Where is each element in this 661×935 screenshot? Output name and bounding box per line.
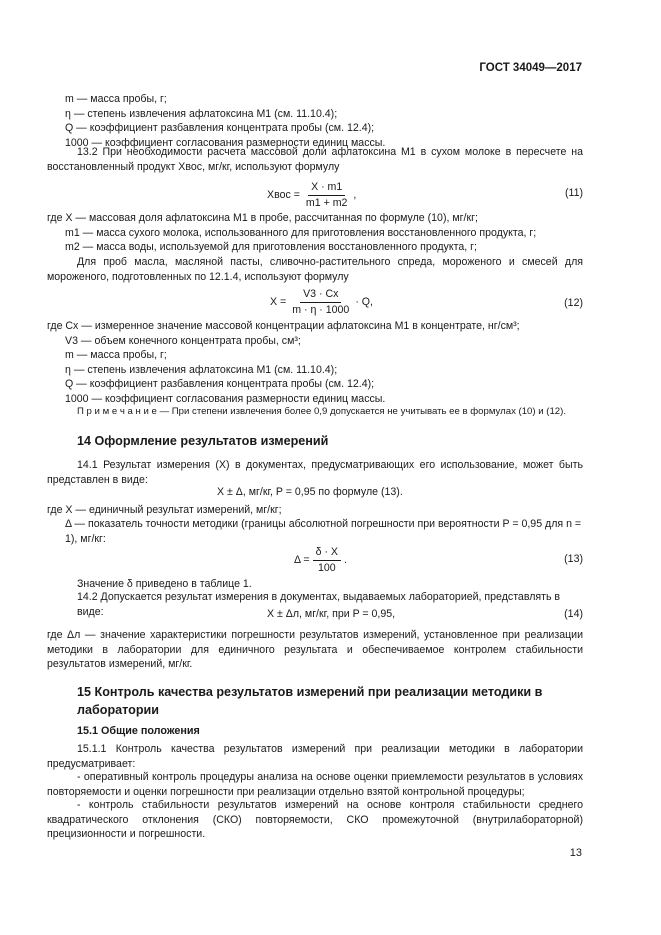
formula-14: X ± Δл, мг/кг, при P = 0,95, — [267, 608, 396, 620]
formula-11-tail: , — [353, 188, 357, 201]
section-15-title: 15 Контроль качества результатов измерений при реализации методики в лаборатории — [77, 685, 543, 717]
variables-list-12 — [47, 319, 583, 407]
definition-line: m1 — масса сухого молока, использованного для приготовления восстановленного продукта, г; — [65, 226, 537, 239]
formula-11-fraction — [303, 181, 351, 209]
formula-11-numerator: X · m1 — [308, 181, 345, 196]
formula-13 — [294, 543, 347, 577]
definition-line: η — степень извлечения афлатоксина M1 (см. 11.10.4); — [65, 363, 338, 376]
formula-13-number: (13) — [564, 553, 583, 565]
paragraph-oil: Для проб масла, масляной пасты, сливочно-растительного спреда, мороженого и смесей для мороженого, подготовленных по 12.1.4, используют формулу — [47, 256, 583, 283]
formula-13-numerator: δ · X — [313, 546, 341, 561]
definition-line: 1000 — коэффициент согласования размерности единиц массы. — [65, 393, 386, 406]
variables-list-1 — [47, 92, 583, 150]
formula-13-lhs: Δ = — [294, 553, 310, 566]
paragraph-15-1-1: 15.1.1 Контроль качества результатов измерений при реализации методики в лаборатории предусматривает: — [47, 743, 583, 770]
paragraph-14-2: 14.2 Допускается результат измерения в документах, выдаваемых лабораторией, представлять в виде: — [77, 591, 561, 618]
formula-14-1: X ± Δ, мг/кг, P = 0,95 по формуле (13). — [217, 486, 403, 498]
formula-11-lhs: Xвос = — [267, 188, 300, 201]
section-14-title: 14 Оформление результатов измерений — [77, 434, 329, 448]
page-number: 13 — [569, 847, 582, 859]
formula-11-number: (11) — [564, 187, 583, 199]
formula-11 — [267, 178, 356, 212]
definition-line: m2 — масса воды, используемой для приготовления восстановленного продукта, г; — [65, 241, 477, 254]
formula-13-tail: . — [344, 553, 347, 566]
paragraph-delta: Значение δ приведено в таблице 1. — [77, 578, 252, 590]
paragraph-13-2: 13.2 При необходимости расчета массовой доли афлатоксина M1 в сухом молоке в пересчете на восстановленный продукт Xвос, мг/кг, используют формулу — [47, 146, 583, 173]
formula-12-lhs: X = — [270, 295, 287, 308]
subsection-15-1-title: 15.1 Общие положения — [77, 725, 200, 737]
definition-line: V3 — объем конечного концентрата пробы, см³; — [65, 334, 301, 347]
formula-13-fraction — [313, 546, 341, 574]
formula-12-numerator: V3 · Cx — [300, 288, 341, 303]
definition-line: Q — коэффициент разбавления концентрата пробы (см. 12.4); — [65, 378, 375, 391]
definition-line: где Cx — измеренное значение массовой концентрации афлатоксина M1 в концентрате, нг/см³; — [47, 320, 520, 332]
definition-line: 1000 — коэффициент согласования размерности единиц массы. — [65, 136, 386, 149]
definition-line: где X — массовая доля афлатоксина M1 в пробе, рассчитанная по формуле (10), мг/кг; — [47, 212, 478, 224]
formula-14-number: (14) — [564, 608, 583, 620]
definition-line: η — степень извлечения афлатоксина M1 (см. 11.10.4); — [65, 107, 338, 120]
definition-line: m — масса пробы, г; — [65, 349, 167, 362]
formula-12 — [270, 285, 373, 319]
where-delta-line: Δ — показатель точности методики (границы абсолютной погрешности при вероятности P = 0,95 для n = 1), мг/кг: — [65, 518, 582, 545]
variables-list-11 — [47, 211, 583, 255]
paragraph-14-1: 14.1 Результат измерения (X) в документах, предусматривающих его использование, может быть представлен в виде: — [47, 459, 583, 486]
formula-12-number: (12) — [564, 297, 583, 309]
bullet-operational-control: - оперативный контроль процедуры анализа на основе оценки приемлемости результатов в условиях повторяемости и оценки погрешности при реализации отдельно взятой контрольной процедуры; — [47, 771, 583, 798]
note: П р и м е ч а н и е — При степени извлечения более 0,9 допускается не учитывать ее в формулах (10) и (12). — [77, 406, 567, 417]
formula-11-denominator: m1 + m2 — [305, 196, 348, 209]
formula-12-tail: · Q, — [355, 295, 373, 308]
formula-13-denominator: 100 — [317, 561, 336, 574]
standard-header: ГОСТ 34049—2017 — [479, 62, 582, 74]
definition-line: m — масса пробы, г; — [65, 93, 167, 105]
formula-12-fraction — [289, 288, 352, 316]
bullet-stability-control: - контроль стабильности результатов измерений на основе контроля стабильности среднего квадратического отклонения (СКО) повторяемости, СКО промежуточной (внутрилабораторной) прецизионности и погрешности. — [47, 799, 583, 841]
where-x-line: где X — единичный результат измерений, мг/кг; — [47, 504, 282, 516]
formula-12-denominator: m · η · 1000 — [292, 303, 350, 316]
where-delta-l: где Δл — значение характеристики погрешности результатов измерений, установленное при реализации методики в лаборатории для единичного результата и обеспечиваемое контролем стабильности результатов измерений, мг/кг. — [47, 629, 583, 671]
definition-line: Q — коэффициент разбавления концентрата пробы (см. 12.4); — [65, 122, 375, 135]
